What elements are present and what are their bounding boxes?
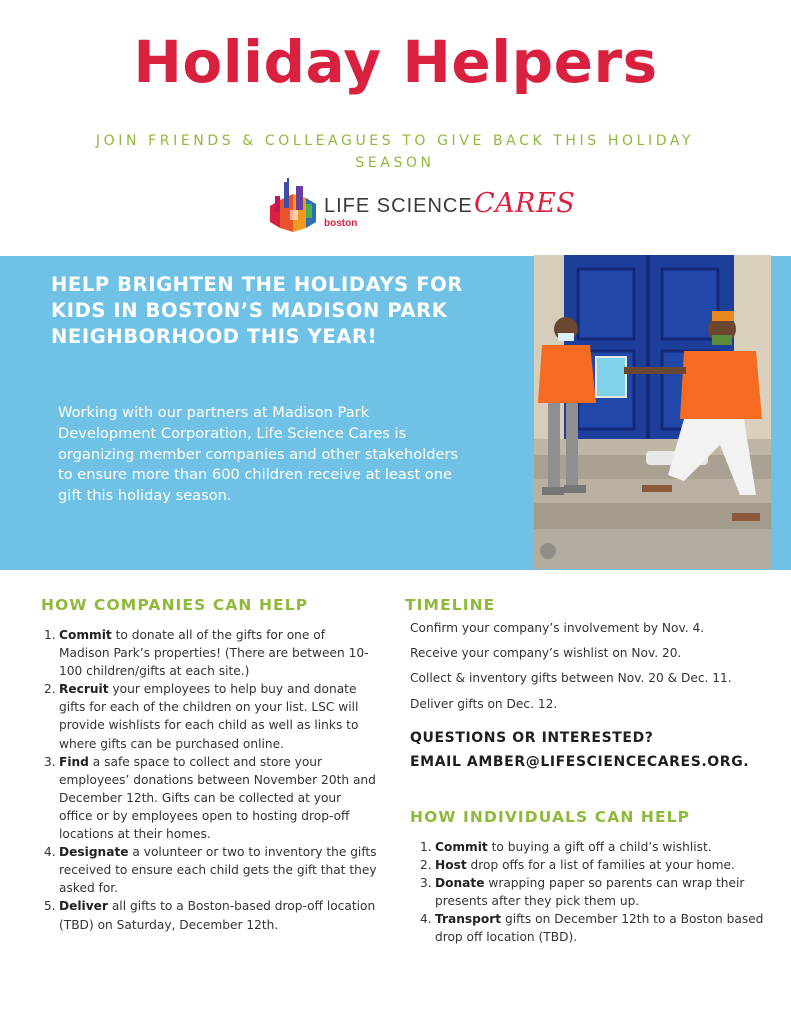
list-item	[420, 838, 768, 856]
list-item-keyword: Commit	[435, 840, 488, 854]
list-item-text: a safe space to collect and store your employees’ donations between November 20th and December 12th. Gifts can be collected at your office or by employees open to hosting drop-off locations at their homes.	[59, 754, 376, 842]
intro-heading: HELP BRIGHTEN THE HOLIDAYS FOR KIDS IN BOSTON’S MADISON PARK NEIGHBORHOOD THIS YEAR!	[51, 273, 463, 348]
list-item-text: to buying a gift off a child’s wishlist.	[487, 840, 712, 854]
list-item-number: 2.	[420, 858, 432, 873]
list-item-keyword: Transport	[435, 912, 502, 927]
contact-email: EMAIL AMBER@LIFESCIENCECARES.ORG.	[410, 754, 750, 770]
list-item-number: 4.	[420, 912, 432, 927]
timeline-heading: TIMELINE	[405, 596, 496, 614]
list-item-keyword: Donate	[435, 876, 485, 891]
timeline-item: Deliver gifts on Dec. 12.	[410, 696, 558, 711]
contact-question: QUESTIONS OR INTERESTED?	[410, 730, 654, 746]
list-item-number: 1.	[420, 840, 432, 854]
list-item-keyword: Deliver	[59, 899, 108, 914]
list-item	[44, 626, 377, 680]
timeline-item: Confirm your company’s involvement by Nov. 4.	[410, 621, 705, 635]
individuals-steps-list	[420, 838, 768, 947]
page-title: Holiday Helpers	[133, 28, 658, 96]
timeline-list	[410, 620, 780, 721]
life-science-cares-logo	[266, 176, 576, 232]
list-item	[44, 843, 377, 897]
list-item-number: 3.	[420, 876, 432, 891]
list-item	[420, 856, 768, 874]
city-skyline-logo-icon	[266, 176, 320, 232]
list-item-number: 5.	[44, 899, 56, 914]
list-item-text: your employees to help buy and donate gifts for each of the children on your list. LSC will provide wishlists for each child as well as links to where gifts can be purchased online.	[59, 682, 359, 751]
logo-accent: CARES	[474, 188, 576, 219]
list-item-text: gifts on December 12th to a Boston based drop off location (TBD).	[435, 912, 764, 945]
list-item-keyword: Host	[435, 858, 467, 873]
list-item-keyword: Recruit	[59, 682, 109, 697]
list-item-number: 4.	[44, 845, 56, 860]
list-item	[420, 910, 768, 946]
logo-name: LIFE SCIENCE	[324, 195, 473, 217]
list-item	[44, 897, 377, 933]
list-item-text: wrapping paper so parents can wrap their presents after they pick them up.	[435, 876, 745, 909]
list-item-text: drop offs for a list of families at your home.	[466, 858, 735, 873]
logo-city: boston	[324, 218, 358, 229]
timeline-item: Receive your company’s wishlist on Nov. 20.	[410, 646, 682, 661]
volunteers-photo	[534, 255, 771, 569]
list-item-keyword: Find	[59, 754, 89, 769]
list-item	[44, 753, 377, 843]
list-item	[420, 874, 768, 910]
list-item-text: to donate all of the gifts for one of Madison Park’s properties! (There are between 10-100 children/gifts at each site.)	[59, 628, 369, 679]
list-item-keyword: Commit	[59, 628, 112, 642]
page-subtitle: JOIN FRIENDS & COLLEAGUES TO GIVE BACK THIS HOLIDAY SEASON	[95, 133, 695, 171]
list-item-text: a volunteer or two to inventory the gifts received to ensure each child gets the gift that they asked for.	[59, 845, 377, 896]
list-item-number: 1.	[44, 628, 56, 642]
list-item-text: all gifts to a Boston-based drop-off location (TBD) on Saturday, December 12th.	[59, 899, 376, 932]
companies-steps-list	[44, 626, 377, 934]
list-item	[44, 680, 377, 752]
companies-heading: HOW COMPANIES CAN HELP	[41, 596, 309, 614]
list-item-keyword: Designate	[59, 845, 129, 860]
intro-body: Working with our partners at Madison Park Development Corporation, Life Science Cares is organizing member companies and other stakeholders to ensure more than 600 children receive at least one gift this holiday season.	[58, 404, 459, 505]
list-item-number: 3.	[44, 754, 56, 769]
contact-block	[410, 726, 790, 774]
timeline-item: Collect & inventory gifts between Nov. 20 & Dec. 11.	[410, 671, 732, 686]
individuals-heading: HOW INDIVIDUALS CAN HELP	[410, 808, 691, 826]
list-item-number: 2.	[44, 682, 56, 697]
